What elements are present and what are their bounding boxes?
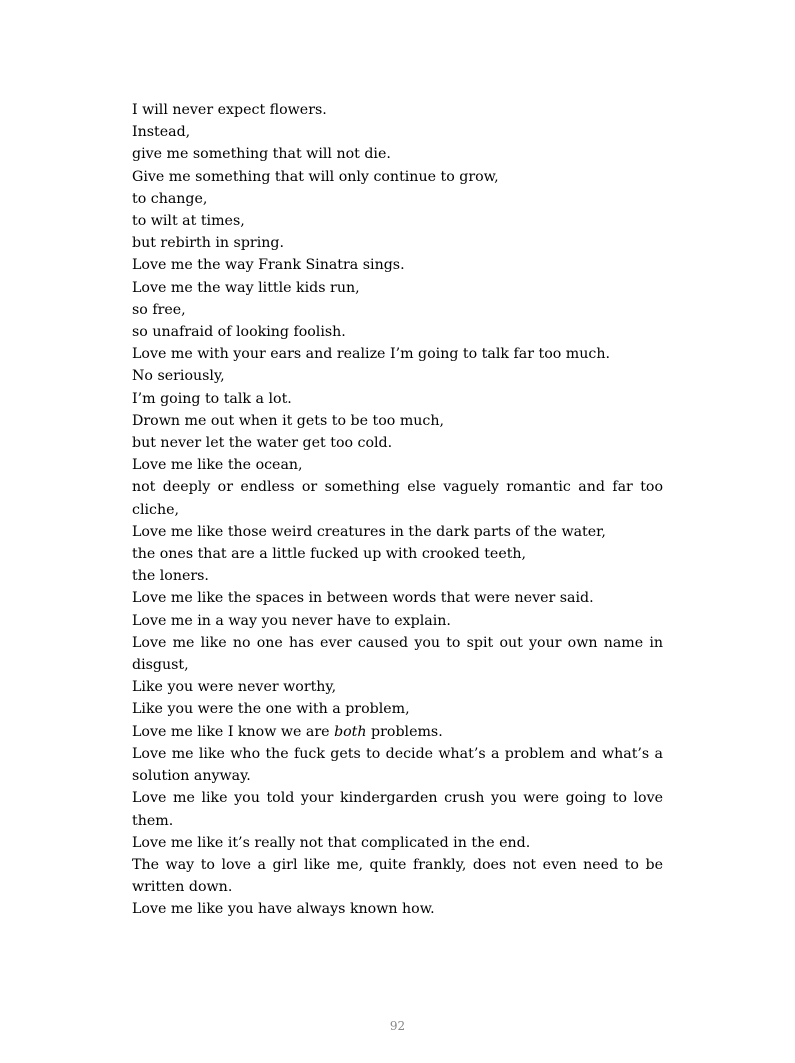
poem-line: Instead, xyxy=(132,124,191,141)
poem-line: Love me like you have always known how. xyxy=(132,901,435,918)
poem-line: I will never expect flowers. xyxy=(132,102,327,118)
poem-line xyxy=(132,721,663,743)
poem-line: Love me like those weird creatures in the dark parts of the water, xyxy=(132,523,606,540)
poem-line: Love me the way Frank Sinatra sings. xyxy=(132,257,405,274)
poem-line: Love me the way little kids run, xyxy=(132,279,360,296)
poem-line-text: Love me like I know we are xyxy=(132,723,335,740)
poem-line-text: problems. xyxy=(366,723,443,740)
poem-line: Love me like no one has ever caused you to spit out your own name in disgust, xyxy=(132,634,663,674)
poem-line: but rebirth in spring. xyxy=(132,235,284,252)
poem-line: Give me something that will only continue to grow, xyxy=(132,168,499,185)
poem-line: Love me with your ears and realize I’m going to talk far too much. xyxy=(132,346,610,363)
emphasis-text: both xyxy=(334,723,367,740)
poem-line: give me something that will not die. xyxy=(132,146,391,163)
poem-line: Love me like it’s really not that complicated in the end. xyxy=(132,834,531,851)
poem-line: Like you were the one with a problem, xyxy=(132,701,410,718)
poem-line: to change, xyxy=(132,190,208,207)
poem-line: I’m going to talk a lot. xyxy=(132,390,292,407)
poem-line: not deeply or endless or something else vaguely romantic and far too cliche, xyxy=(132,479,663,518)
poem-line: Love me like who the fuck gets to decide what’s a problem and what’s a solution anyway. xyxy=(132,745,663,785)
poem-line: the ones that are a little fucked up with crooked teeth, xyxy=(132,546,527,563)
poem-line: No seriously, xyxy=(132,368,225,385)
poem-line: Love me like the ocean, xyxy=(132,457,303,474)
poem-text xyxy=(132,99,663,921)
poem-line: the loners. xyxy=(132,568,209,585)
poem-line: Like you were never worthy, xyxy=(132,679,337,696)
poem-line: to wilt at times, xyxy=(132,213,245,230)
poem-line: so unafraid of looking foolish. xyxy=(132,324,346,341)
poem-line: Drown me out when it gets to be too much, xyxy=(132,412,445,429)
poem-line: Love me in a way you never have to explain. xyxy=(132,612,451,629)
poem-line: Love me like you told your kindergarden crush you were going to love them. xyxy=(132,790,663,829)
page-number: 92 xyxy=(389,1019,406,1033)
poem-line: Love me like the spaces in between words that were never said. xyxy=(132,590,594,607)
poem-line: so free, xyxy=(132,301,186,318)
poem-line: but never let the water get too cold. xyxy=(132,435,393,452)
poem-line: The way to love a girl like me, quite frankly, does not even need to be written down. xyxy=(132,856,663,896)
